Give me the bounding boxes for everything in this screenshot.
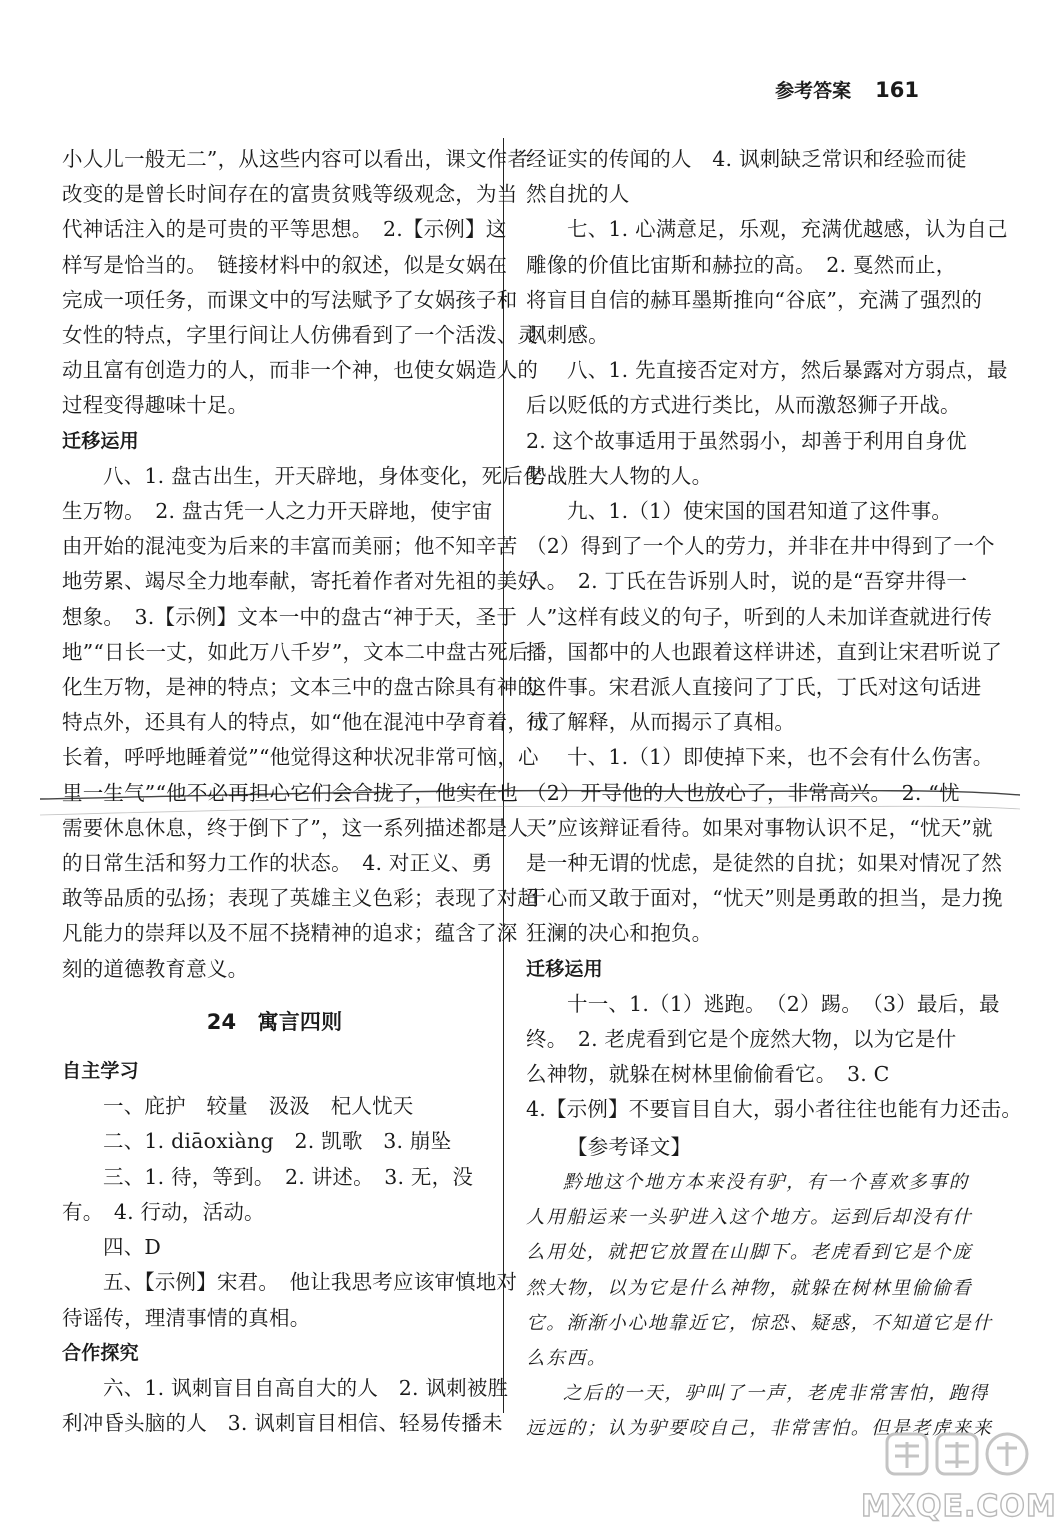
text-line: 凡能力的崇拜以及不屈不挠精神的追求；蕴含了深 [62,921,518,946]
left-column [62,142,549,1441]
intro-paragraph [62,142,539,424]
text-line: 然大物，以为它是什么神物，就躲在树林里偷偷看 [526,1277,973,1299]
text-line: 七、1. 心满意足，乐观，充满优越感，认为自己 [567,217,1008,242]
text-line: 有。 4. 行动，活动。 [62,1199,265,1224]
text-line: 么用处，就把它放置在山脚下。老虎看到它是个庞 [526,1242,973,1264]
header-label: 参考答案 [775,80,852,102]
text-line: 之后的一天，驴叫了一声，老虎非常害怕，跑得 [563,1383,990,1405]
text-line: 黔地这个地方本来没有驴，有一个喜欢多事的 [563,1171,970,1193]
text-line: （2）得到了一个人的劳力，并非在井中得到了一个 [526,534,995,559]
text-line: 讽刺感。 [526,323,609,348]
page-number: 161 [875,78,919,102]
text-line: 五、【示例】宋君。 他让我思考应该审慎地对 [103,1270,518,1295]
text-line: 刻的道德教育意义。 [62,956,249,981]
answer-jiu [526,494,1003,740]
section-heading-qianyi-right: 迁移运用 [526,957,603,980]
text-line: 它。渐渐小心地靠近它，惊恐、疑惑，不知道它是什 [526,1312,993,1334]
text-line: 狂澜的决心和抱负。 [526,921,713,946]
text-line: 四、D [103,1235,162,1260]
text-line: 长着，呼呼地睡着觉”“他觉得这种状况非常可恼，心 [62,745,539,770]
text-line: 生万物。 2. 盘古凭一人之力开天辟地，使宇宙 [62,499,493,524]
section-heading-hezuo: 合作探究 [62,1341,139,1364]
text-line: 终。 2. 老虎看到它是个庞然大物，以为它是什 [526,1027,957,1052]
translation-text [526,1165,993,1447]
text-line: 2. 这个故事适用于虽然弱小，却善于利用自身优 [526,428,967,453]
answer-shiyi [526,987,1023,1128]
text-line: 人用船运来一头驴进入这个地方。运到后却没有什 [526,1207,973,1229]
answer-ba [62,459,549,987]
text-line: 势战胜大人物的人。 [526,463,713,488]
text-line: 然自扰的人 [526,182,630,207]
text-line: 人。 2. 丁氏在告诉别人时，说的是“吾穿井得一 [526,569,968,594]
text-line: 么神物，就躲在树林里偷偷看它。 3. C [526,1062,890,1087]
text-line: 里一生气”“他不必再担心它们会合拢了，他实在也 [62,780,519,805]
text-line: 二、1. diāoxiàng 2. 凯歌 3. 崩坠 [103,1129,452,1154]
text-line: 样写是恰当的。 链接材料中的叙述，似是女娲在 [62,252,508,277]
text-line: 十、1.（1）即使掉下来，也不会有什么伤害。 [567,745,994,770]
text-line: 完成一项任务，而课文中的写法赋予了女娲孩子和 [62,287,518,312]
text-line: 么东西。 [526,1347,608,1369]
watermark-logo [855,1418,1057,1528]
text-line: 需要休息休息，终于倒下了”，这一系列描述都是人 [62,815,529,840]
text-line: 过程变得趣味十足。 [62,393,249,418]
text-line: 的日常生活和努力工作的状态。 4. 对正义、勇 [62,851,493,876]
text-line: 地”“日长一丈，如此万八千岁”，文本二中盘古死后 [62,639,529,664]
answers-zizhu [62,1089,518,1335]
text-line: 想象。 3.【示例】文本一中的盘古“神于天，圣于 [62,604,518,629]
answer-ba-right [526,353,1008,494]
text-line: 利冲昏头脑的人 3. 讽刺盲目相信、轻易传播未 [62,1411,503,1436]
section-heading-qianyi: 迁移运用 [62,429,139,452]
text-line: 十一、1.（1）逃跑。 （2）踢。 （3）最后，最 [567,991,1000,1016]
answers-hezuo [62,1371,509,1441]
answer-shi [526,740,1003,951]
text-line: 将盲目自信的赫耳墨斯推向“谷底”，充满了强烈的 [526,287,983,312]
text-line: 特点外，还具有人的特点，如“他在混沌中孕育着，成 [62,710,549,735]
chapter-title: 24 寓言四则 [206,1009,343,1034]
text-line: 八、1. 先直接否定对方，然后暴露对方弱点，最 [567,358,1008,383]
text-line: 八、1. 盘古出生，开天辟地，身体变化，死后化 [103,463,544,488]
text-line: 雕像的价值比宙斯和赫拉的高。 2. 戛然而止， [526,252,957,277]
translation-label: 【参考译文】 [567,1134,692,1159]
text-line: 人”这样有歧义的句子，听到的人未加详查就进行传 [526,604,993,629]
text-line: 这件事。宋君派人直接问了丁氏，丁氏对这句话进 [526,675,982,700]
text-line: 改变的是曾长时间存在的富贵贫贱等级观念，为当 [62,182,518,207]
text-line: 远远的；认为驴要咬自己，非常害怕。但是老虎来来 [526,1418,993,1440]
text-line: 由开始的混沌变为后来的丰富而美丽；他不知辛苦 [62,534,518,559]
text-line: 播，国都中的人也跟着这样讲述，直到让宋君听说了 [526,639,1003,664]
text-line: 地劳累、竭尽全力地奉献，寄托着作者对先祖的美好 [62,569,539,594]
text-line: 动且富有创造力的人，而非一个神，也使女娲造人的 [62,358,539,383]
text-line: 九、1.（1）使宋国的国君知道了这件事。 [567,499,953,524]
text-line: 后以贬低的方式进行类比，从而激怒狮子开战。 [526,393,961,418]
text-line: 小人儿一般无二”，从这些内容可以看出，课文作者 [62,147,529,171]
text-line: 一、庇护 较量 汲汲 杞人忧天 [103,1094,414,1119]
right-column [526,142,1023,1447]
text-line: （2）开导他的人也放心了，非常高兴。 2. “忧 [526,780,960,805]
answer-liu-continued [526,142,967,212]
text-line: 化生万物，是神的特点；文本三中的盘古除具有神的 [62,675,539,700]
text-line: 天”应该辩证看待。如果对事物认识不足，“忧天”就 [526,815,993,840]
text-line: 六、1. 讽刺盲目自高自大的人 2. 讽刺被胜 [103,1375,509,1400]
text-line: 行了解释，从而揭示了真相。 [526,710,796,735]
text-line: 4.【示例】不要盲目自大，弱小者往往也能有力还击。 [526,1097,1023,1122]
text-line: 敢等品质的弘扬；表现了英雄主义色彩；表现了对超 [62,886,539,911]
text-line: 于心而又敢于面对，“忧天”则是勇敢的担当，是力挽 [526,886,1003,911]
watermark-emblem-icon [883,1424,1033,1484]
text-line: 三、1. 待，等到。 2. 讲述。 3. 无，没 [103,1164,474,1189]
page-header [775,76,919,103]
section-heading-zizhu: 自主学习 [62,1060,139,1083]
text-line: 代神话注入的是可贵的平等思想。 2.【示例】这 [62,217,507,242]
text-line: 待谣传，理清事情的真相。 [62,1305,311,1330]
text-line: 女性的特点，字里行间让人仿佛看到了一个活泼、灵 [62,323,539,348]
text-line: 经证实的传闻的人 4. 讽刺缺乏常识和经验而徒 [526,147,967,171]
text-line: 是一种无谓的忧虑，是徒然的自扰；如果对情况了然 [526,851,1003,876]
answer-qi [526,212,1008,353]
watermark-text: MXQE.COM [861,1489,1057,1524]
